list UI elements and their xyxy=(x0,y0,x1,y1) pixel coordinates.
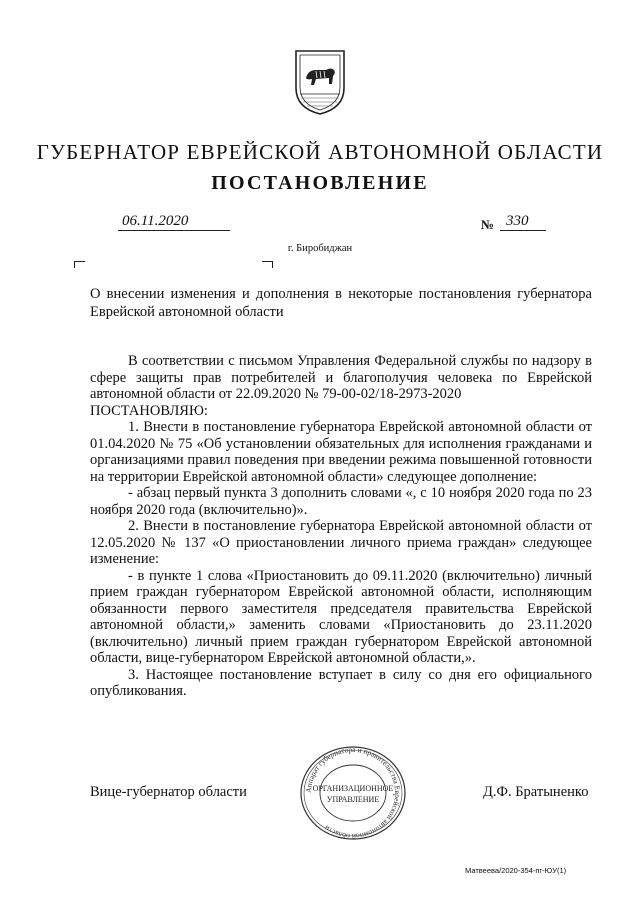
number-label: № xyxy=(481,217,495,232)
organization-seal-icon xyxy=(297,744,409,842)
city: г. Биробиджан xyxy=(287,243,353,254)
body-paragraph: 2. Внести в постановление губернатора Еврейской автономной области от 12.05.2020 № 137 «О приостановлении личного приема граждан» следующее изменение: xyxy=(90,518,592,567)
seal-ring-text: Аппарат губернатора и правительства Еврейской автономной области xyxy=(303,744,403,842)
signer-name: Д.Ф. Братыненко xyxy=(483,784,589,800)
body-paragraph: - в пункте 1 слова «Приостановить до 09.11.2020 (включительно) личный прием граждан губернатором Еврейской автономной области, исполняющим обязанности первого заместителя председателя правительства Еврейской автономной области,» заменить словами «Приостановить до 23.11.2020 (включительно) личный прием граждан губернатором Еврейской автономной области, вице-губернатором Еврейской автономной области,». xyxy=(90,567,592,666)
decree-body xyxy=(90,353,592,700)
body-paragraph: В соответствии с письмом Управления Федеральной службы по надзору в сфере защиты прав потребителей и благополучия человека по Еврейской автономной области от 22.09.2020 № 79-00-02/18-2973-2020 xyxy=(90,353,592,402)
subject-bracket-right xyxy=(262,261,273,268)
body-paragraph: 3. Настоящее постановление вступает в силу со дня его официального опубликования. xyxy=(90,666,592,699)
decree-subject: О внесении изменения и дополнения в некоторые постановления губернатора Еврейской автономной области xyxy=(90,286,592,320)
body-paragraph: 1. Внести в постановление губернатора Еврейской автономной области от 01.04.2020 № 75 «Об установлении обязательных для исполнения гражданами и организациями правил поведения при введении режима повышенной готовности на территории Еврейской автономной области» следующее дополнение: xyxy=(90,419,592,485)
body-paragraph: - абзац первый пункта 3 дополнить словами «, с 10 ноября 2020 года по 23 ноября 2020 года (включительно)». xyxy=(90,485,592,518)
coat-of-arms-icon xyxy=(292,48,348,116)
decree-title: ПОСТАНОВЛЕНИЕ xyxy=(211,172,429,194)
governor-title: ГУБЕРНАТОР ЕВРЕЙСКОЙ АВТОНОМНОЙ ОБЛАСТИ xyxy=(36,140,604,164)
body-paragraph: ПОСТАНОВЛЯЮ: xyxy=(90,402,208,419)
seal-inner-line1: ОРГАНИЗАЦИОННОЕ xyxy=(312,784,394,793)
footer-reference: Матвеева/2020-354-пг-ЮУ(1) xyxy=(465,866,567,875)
decree-date: 06.11.2020 xyxy=(118,213,230,231)
decree-number: 330 xyxy=(500,213,546,231)
signer-title: Вице-губернатор области xyxy=(90,784,247,800)
seal-inner-line2: УПРАВЛЕНИЕ xyxy=(326,795,380,804)
subject-bracket-left xyxy=(74,261,85,268)
